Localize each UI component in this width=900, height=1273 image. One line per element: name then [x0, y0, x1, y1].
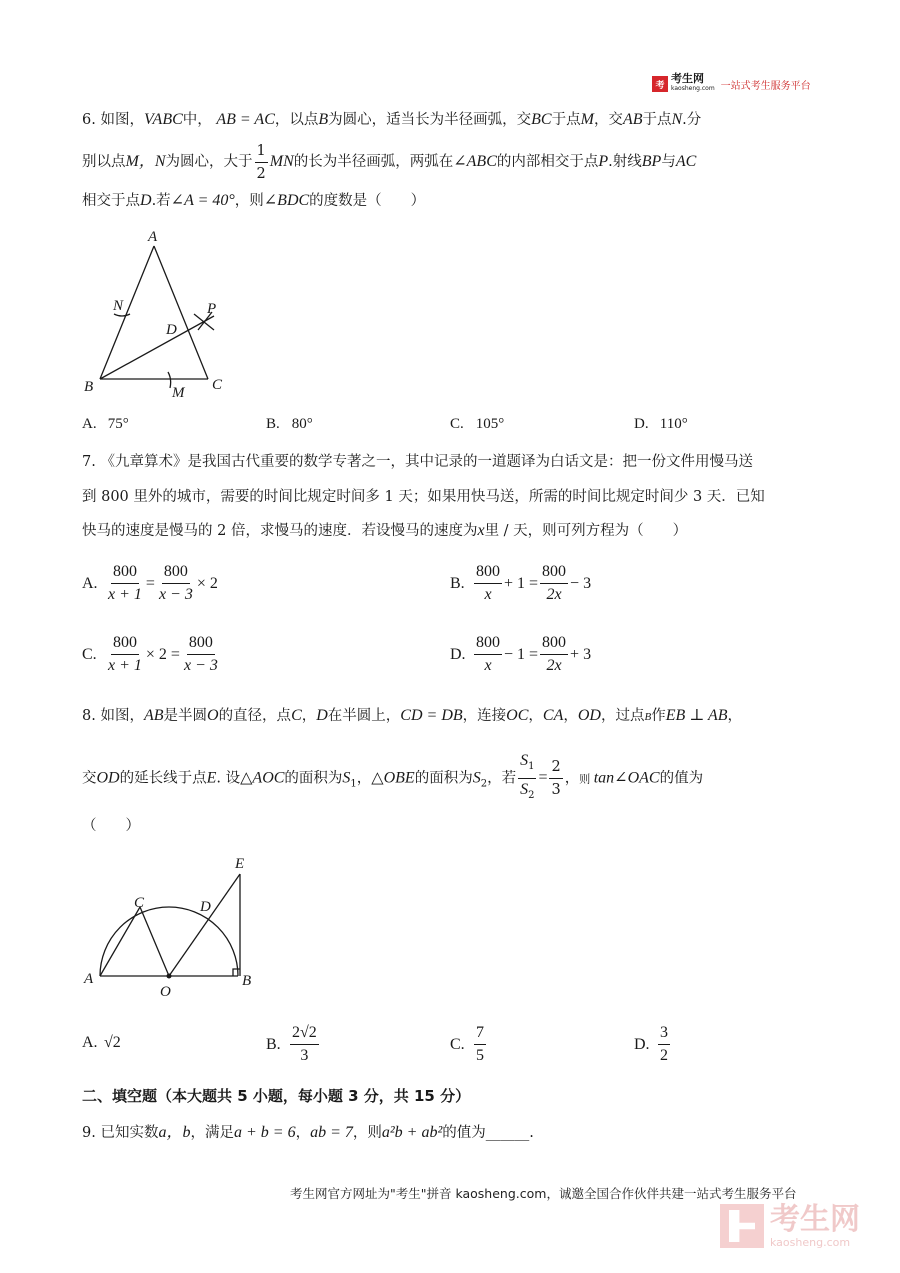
label-b: B: [84, 379, 94, 395]
q8-paren: （ ）: [82, 818, 140, 834]
watermark-url: kaosheng.com: [770, 1236, 851, 1249]
q7-option-a[interactable]: A. $\frac{800}{x + 1}$ = $\frac{800}{x - 3}$ × 2: [82, 563, 218, 603]
seg-oe: [169, 874, 240, 976]
right-angle: [233, 969, 240, 976]
q6-option-b[interactable]: B. 80°: [266, 416, 313, 432]
q8-option-c[interactable]: C. $\frac{7}{5}$: [450, 1024, 484, 1064]
header-logo: [652, 74, 811, 94]
label-a: A: [84, 971, 94, 987]
q8-figure: [80, 852, 260, 1002]
q8-option-d[interactable]: D. $\frac{3}{2}$: [634, 1024, 668, 1064]
q6-line2: 别以点M，N为圆心，大于 $\frac{1}{2}$ MN的长为半径画弧，两弧在∠ABC的内部相交于点P.射线BP与AC: [82, 138, 696, 186]
logo-slogan: 一站式考生服务平台: [720, 80, 811, 92]
arc-n: [114, 314, 130, 316]
q8-option-b[interactable]: B. $\frac{2√2}{3}$: [266, 1024, 317, 1064]
center-o: [167, 974, 172, 979]
q8-line2: 交OD的延长线于点E. 设△AOC的面积为$S_1$，△OBE的面积为$S_2$，若 $\frac{S_1}{S_2}$ = $\frac{2}{3}$ ，则 tan∠OAC的值为: [82, 752, 704, 801]
logo-icon: 考: [652, 76, 668, 92]
label-d: D: [166, 322, 177, 338]
seg-ca: [100, 907, 140, 976]
q6-line3: 相交于点D.若∠A = 40°，则∠BDC的度数是（ ）: [82, 192, 426, 209]
logo-url: kaosheng.com: [671, 85, 715, 92]
side-ab: [100, 246, 154, 379]
q6-figure: [80, 226, 240, 406]
q7-line2: 到 800 里外的城市，需要的时间比规定时间多 1 天；如果用快马送，所需的时间比规定时间少 3 天．已知: [82, 489, 765, 505]
q7-option-c[interactable]: C. $\frac{800}{x + 1}$ × 2 = $\frac{800}{x - 3}$: [82, 634, 218, 674]
logo-name: 考生网: [671, 72, 704, 85]
watermark: [720, 1203, 860, 1249]
q7-option-b[interactable]: B. $\frac{800}{x}$ + 1 = $\frac{800}{2x}$ − 3: [450, 563, 592, 603]
q8-line1: 8. 如图，AB是半圆O的直径，点C，D在半圆上，CD = DB，连接OC，CA，OD，过点B作EB ⊥ AB，: [82, 707, 743, 724]
label-m: M: [172, 385, 185, 401]
seg-oc: [140, 907, 169, 976]
label-e: E: [235, 856, 245, 872]
label-o: O: [160, 984, 171, 1000]
arc-m: [168, 372, 171, 388]
q6-option-c[interactable]: C. 105°: [450, 416, 505, 432]
q9-line: 9. 已知实数a，b，满足a + b = 6，ab = 7，则a²b + ab²的值为______.: [82, 1124, 534, 1141]
q6-option-a[interactable]: A. 75°: [82, 416, 129, 432]
watermark-logo-icon: [720, 1204, 764, 1248]
side-ac: [154, 246, 208, 379]
label-a: A: [148, 229, 158, 245]
label-d: D: [200, 899, 211, 915]
q7-line1: 7. 《九章算术》是我国古代重要的数学专著之一，其中记录的一道题译为白话文是：把一份文件用慢马送: [82, 454, 753, 470]
label-p: P: [207, 301, 217, 317]
footer-text: 考生网官方网址为"考生"拼音 kaosheng.com，诚邀全国合作伙伴共建一站式考生服务平台: [290, 1186, 797, 1201]
q6-line1: 6. 如图，VABC中， AB = AC，以点B为圆心，适当长为半径画弧，交BC于点M，交AB于点N.分: [82, 111, 702, 128]
section-title: 二、填空题（本大题共 5 小题，每小题 3 分，共 15 分）: [82, 1087, 471, 1105]
label-b: B: [242, 973, 252, 989]
watermark-name: 考生网: [770, 1202, 860, 1237]
q6-option-d[interactable]: D. 110°: [634, 416, 688, 432]
ray-bp: [100, 316, 214, 379]
q7-line3: 快马的速度是慢马的 2 倍，求慢马的速度．若设慢马的速度为x里 / 天，则可列方程为（ ）: [82, 522, 688, 539]
label-c: C: [134, 895, 145, 911]
q7-option-d[interactable]: D. $\frac{800}{x}$ − 1 = $\frac{800}{2x}$ + 3: [450, 634, 592, 674]
q8-option-a[interactable]: A. √2: [82, 1034, 121, 1051]
label-n: N: [113, 298, 124, 314]
label-c: C: [212, 377, 223, 393]
